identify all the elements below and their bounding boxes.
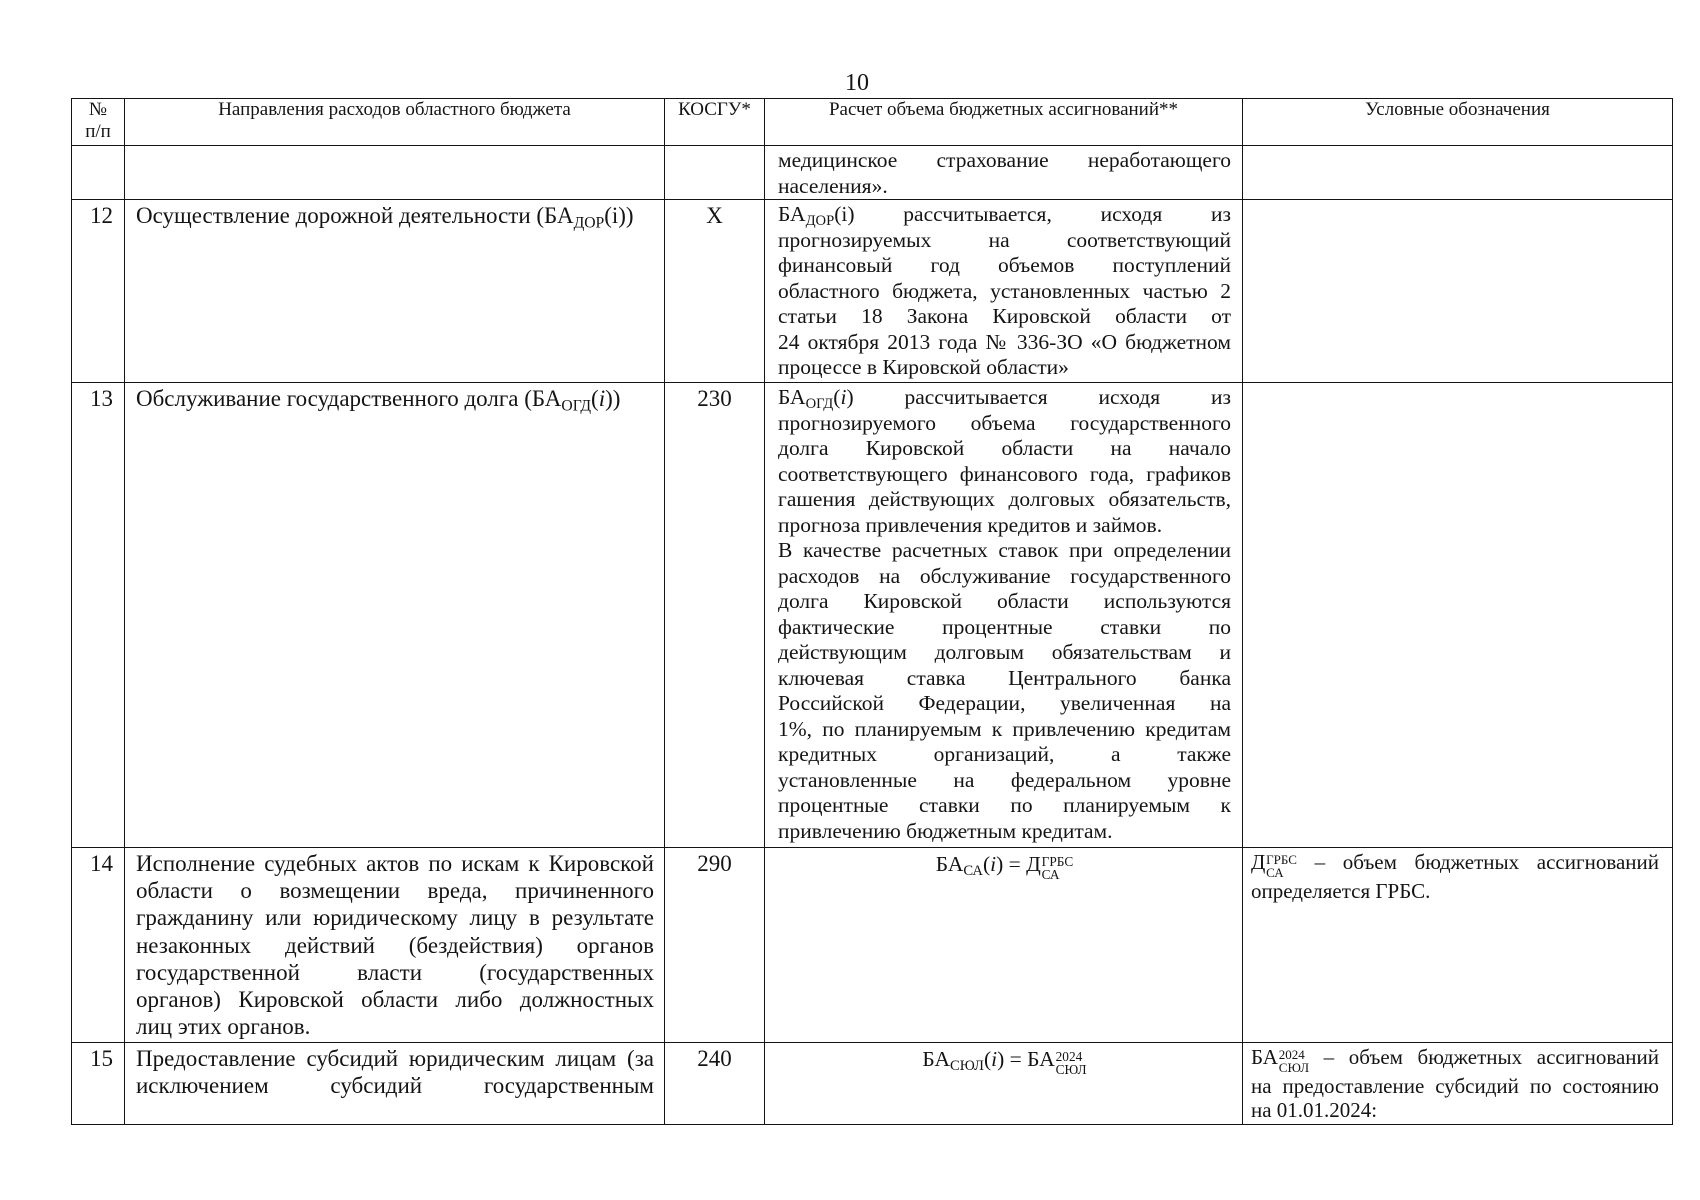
subscript: ДОР xyxy=(805,213,835,230)
text-line xyxy=(136,932,654,959)
text-run: БА xyxy=(778,202,806,226)
text-paragraph xyxy=(778,148,1231,199)
row-15-number: 15 xyxy=(72,1043,125,1125)
text-line xyxy=(136,202,654,232)
italic-variable: i xyxy=(990,852,997,876)
row-15-kosgu: 240 xyxy=(665,1043,765,1125)
text-line xyxy=(1251,1098,1659,1122)
text-line xyxy=(778,717,1231,743)
text-run: установленные на федеральном уровне xyxy=(778,767,1231,792)
sub-superscript xyxy=(1266,853,1297,880)
text-line xyxy=(778,852,1231,882)
subscript: СА xyxy=(963,863,983,880)
text-run: соответствующего финансового года, графиков xyxy=(778,461,1231,486)
text-run: )) xyxy=(605,386,621,411)
text-run: кредитных организаций, а также xyxy=(778,742,1231,766)
header-number-abbr: п/п xyxy=(85,121,111,142)
text-line xyxy=(778,819,1231,845)
text-run: процессе в Кировской области» xyxy=(778,355,1069,379)
subscript: ОГД xyxy=(561,397,592,415)
text-line xyxy=(778,1047,1231,1077)
text-run: БА xyxy=(922,1047,951,1071)
text-line xyxy=(136,1045,654,1072)
italic-variable: i xyxy=(840,385,847,409)
calculation-text xyxy=(778,148,1231,199)
row-13-direction xyxy=(125,383,665,848)
text-line xyxy=(778,691,1231,717)
text-paragraph xyxy=(136,850,654,1040)
text-line xyxy=(778,487,1231,513)
text-line xyxy=(778,768,1231,794)
text-run: незаконных действий (бездействия) органов xyxy=(136,932,654,958)
text-run: БА xyxy=(778,385,806,409)
row-12-number: 12 xyxy=(72,200,125,383)
text-line xyxy=(778,279,1231,305)
text-run: ) рассчитывается исходя из xyxy=(846,385,1231,409)
header-kosgu: КОСГУ* xyxy=(665,99,765,146)
row-14-kosgu: 290 xyxy=(665,848,765,1043)
row-14-calculation xyxy=(765,848,1243,1043)
row-14-number: 14 xyxy=(72,848,125,1043)
italic-variable: i xyxy=(991,1047,998,1071)
subscript: СА xyxy=(1041,867,1060,883)
sub-superscript xyxy=(1042,855,1074,882)
text-paragraph xyxy=(136,385,654,415)
text-run: Российской Федерации, увеличенная на xyxy=(778,691,1231,715)
row-12-calculation xyxy=(765,200,1243,383)
text-run: – объем бюджетных ассигнований xyxy=(1309,1045,1659,1069)
header-number xyxy=(72,99,125,146)
text-line xyxy=(136,1072,654,1099)
text-run: Исполнение судебных актов по искам к Кировской xyxy=(136,851,654,876)
italic-variable: i xyxy=(598,386,606,411)
text-line xyxy=(778,304,1231,330)
text-paragraph xyxy=(136,1045,654,1099)
calculation-text xyxy=(778,385,1231,844)
text-run: ) = Д xyxy=(996,852,1041,876)
text-line xyxy=(778,564,1231,590)
header-legend: Условные обозначения xyxy=(1243,99,1673,146)
text-line xyxy=(778,411,1231,437)
text-line xyxy=(1251,1045,1659,1074)
text-line xyxy=(136,904,654,931)
subscript: СЮЛ xyxy=(1055,1062,1087,1078)
text-run: прогнозируемого объема государственного xyxy=(778,410,1231,435)
text-run: гашения действующих долговых обязательств, xyxy=(778,487,1231,511)
continued-row-direction xyxy=(125,146,665,200)
text-run: ) = БА xyxy=(997,1047,1055,1071)
direction-text xyxy=(136,202,654,232)
text-run: 1%, по планируемым к привлечению кредитам xyxy=(778,716,1231,741)
text-run: фактические процентные ставки по xyxy=(778,614,1231,639)
text-paragraph xyxy=(778,385,1231,538)
subscript: ОГД xyxy=(805,396,834,413)
subscript: ДОР xyxy=(573,214,605,232)
text-run: 24 октября 2013 года № 336-ЗО «О бюджетном xyxy=(778,329,1231,354)
text-line xyxy=(778,793,1231,819)
text-run: В качестве расчетных ставок при определении xyxy=(778,538,1231,562)
row-12-kosgu: Х xyxy=(665,200,765,383)
legend-text xyxy=(1251,1045,1659,1122)
page-number: 10 xyxy=(845,70,869,96)
text-run: медицинское страхование неработающего xyxy=(778,148,1231,172)
text-line xyxy=(778,202,1231,228)
text-run: прогнозируемых на соответствующий xyxy=(778,227,1231,252)
text-paragraph xyxy=(1251,850,1659,903)
subscript: СЮЛ xyxy=(950,1058,984,1075)
text-run: финансовый год объемов поступлений xyxy=(778,253,1231,277)
text-line xyxy=(778,513,1231,539)
text-line xyxy=(778,355,1231,381)
text-line xyxy=(778,589,1231,615)
direction-text xyxy=(136,385,654,415)
superscript: 2024 xyxy=(1278,1046,1305,1062)
text-run: Обслуживание государственного долга (БА xyxy=(136,386,562,411)
text-run: на 01.01.2024: xyxy=(1251,1098,1378,1123)
legend-text xyxy=(1251,850,1659,903)
text-run: Д xyxy=(1251,850,1266,874)
text-paragraph xyxy=(778,852,1231,882)
text-line xyxy=(1251,1074,1659,1098)
text-run: действующим долговым обязательствам и xyxy=(778,640,1231,664)
text-line xyxy=(778,436,1231,462)
text-line xyxy=(778,742,1231,768)
row-15-calculation xyxy=(765,1043,1243,1125)
row-14-legend xyxy=(1243,848,1673,1043)
text-run: органов) Кировской области либо должностных xyxy=(136,987,654,1013)
text-line xyxy=(778,666,1231,692)
text-paragraph xyxy=(778,538,1231,844)
text-run: БА xyxy=(935,852,964,876)
text-line xyxy=(778,385,1231,411)
text-line xyxy=(136,959,654,986)
row-15-legend xyxy=(1243,1043,1673,1125)
text-line xyxy=(778,640,1231,666)
text-run: Осуществление дорожной деятельности (БА xyxy=(136,203,574,228)
text-run: ключевая ставка Центрального банка xyxy=(778,665,1231,690)
text-line xyxy=(1251,850,1659,879)
text-run: государственной власти (государственных xyxy=(136,959,654,985)
continued-row-kosgu xyxy=(665,146,765,200)
text-run: прогноза привлечения кредитов и займов. xyxy=(778,512,1163,537)
row-12-direction xyxy=(125,200,665,383)
row-12-legend xyxy=(1243,200,1673,383)
text-run: лиц этих органов. xyxy=(136,1014,311,1040)
header-direction: Направления расходов областного бюджета xyxy=(125,99,665,146)
header-calculation: Расчет объема бюджетных ассигнований** xyxy=(765,99,1243,146)
text-line xyxy=(778,462,1231,488)
text-run: Предоставление субсидий юридическим лицам (за xyxy=(136,1046,654,1071)
text-line xyxy=(778,253,1231,279)
text-line xyxy=(778,228,1231,254)
continued-row-number xyxy=(72,146,125,200)
sub-superscript xyxy=(1279,1048,1309,1075)
text-run: – объем бюджетных ассигнований xyxy=(1297,850,1659,874)
row-15-direction xyxy=(125,1043,665,1125)
text-run: долга Кировской области используются xyxy=(778,589,1231,613)
text-run: области о возмещении вреда, причиненного xyxy=(136,878,654,904)
row-13-number: 13 xyxy=(72,383,125,848)
text-run: областного бюджета, установленных частью 2 xyxy=(778,278,1231,303)
calculation-formula xyxy=(778,852,1231,882)
subscript: СА xyxy=(1266,864,1284,880)
text-run: исключением субсидий государственным xyxy=(136,1073,654,1099)
text-line xyxy=(1251,879,1659,903)
sub-superscript xyxy=(1056,1050,1087,1077)
text-paragraph xyxy=(778,202,1231,381)
continued-row-calculation xyxy=(765,146,1243,200)
row-13-legend xyxy=(1243,383,1673,848)
text-line xyxy=(136,1013,654,1040)
text-run: ( xyxy=(833,385,841,409)
text-run: привлечению бюджетным кредитам. xyxy=(778,818,1113,843)
subscript: СЮЛ xyxy=(1278,1059,1310,1075)
text-run: статьи 18 Закона Кировской области от xyxy=(778,304,1231,328)
text-paragraph xyxy=(136,202,654,232)
text-run: (i) рассчитывается, исходя из xyxy=(834,202,1231,226)
text-line xyxy=(778,148,1231,174)
text-run: расходов на обслуживание государственного xyxy=(778,563,1231,588)
superscript: ГРБС xyxy=(1266,851,1297,867)
row-13-calculation xyxy=(765,383,1243,848)
calculation-text xyxy=(778,202,1231,381)
text-line xyxy=(136,850,654,877)
text-run: долга Кировской области на начало xyxy=(778,436,1231,460)
text-line xyxy=(136,877,654,904)
text-line xyxy=(778,330,1231,356)
text-run: БА xyxy=(1251,1045,1278,1069)
text-run: ( xyxy=(983,1047,992,1071)
direction-text xyxy=(136,1045,654,1099)
superscript: ГРБС xyxy=(1041,853,1074,869)
text-paragraph xyxy=(1251,1045,1659,1122)
superscript: 2024 xyxy=(1055,1048,1083,1064)
text-line xyxy=(778,538,1231,564)
direction-text xyxy=(136,850,654,1040)
budget-table xyxy=(71,98,1673,1125)
text-line xyxy=(778,174,1231,200)
row-13-kosgu: 230 xyxy=(665,383,765,848)
text-run: ( xyxy=(591,386,599,411)
text-run: процентные ставки по планируемым к xyxy=(778,793,1231,817)
row-14-direction xyxy=(125,848,665,1043)
text-run: определяется ГРБС. xyxy=(1251,879,1431,904)
text-line xyxy=(136,986,654,1013)
text-run: на предоставление субсидий по состоянию xyxy=(1251,1074,1659,1099)
text-run: гражданину или юридическому лицу в результате xyxy=(136,905,654,931)
continued-row-legend xyxy=(1243,146,1673,200)
text-line xyxy=(778,615,1231,641)
header-number-symbol: № xyxy=(88,99,108,120)
text-run: населения». xyxy=(778,173,888,198)
text-run: ( xyxy=(982,852,991,876)
text-line xyxy=(136,385,654,415)
calculation-formula xyxy=(778,1047,1231,1077)
text-paragraph xyxy=(778,1047,1231,1077)
text-run: (i)) xyxy=(604,203,634,228)
